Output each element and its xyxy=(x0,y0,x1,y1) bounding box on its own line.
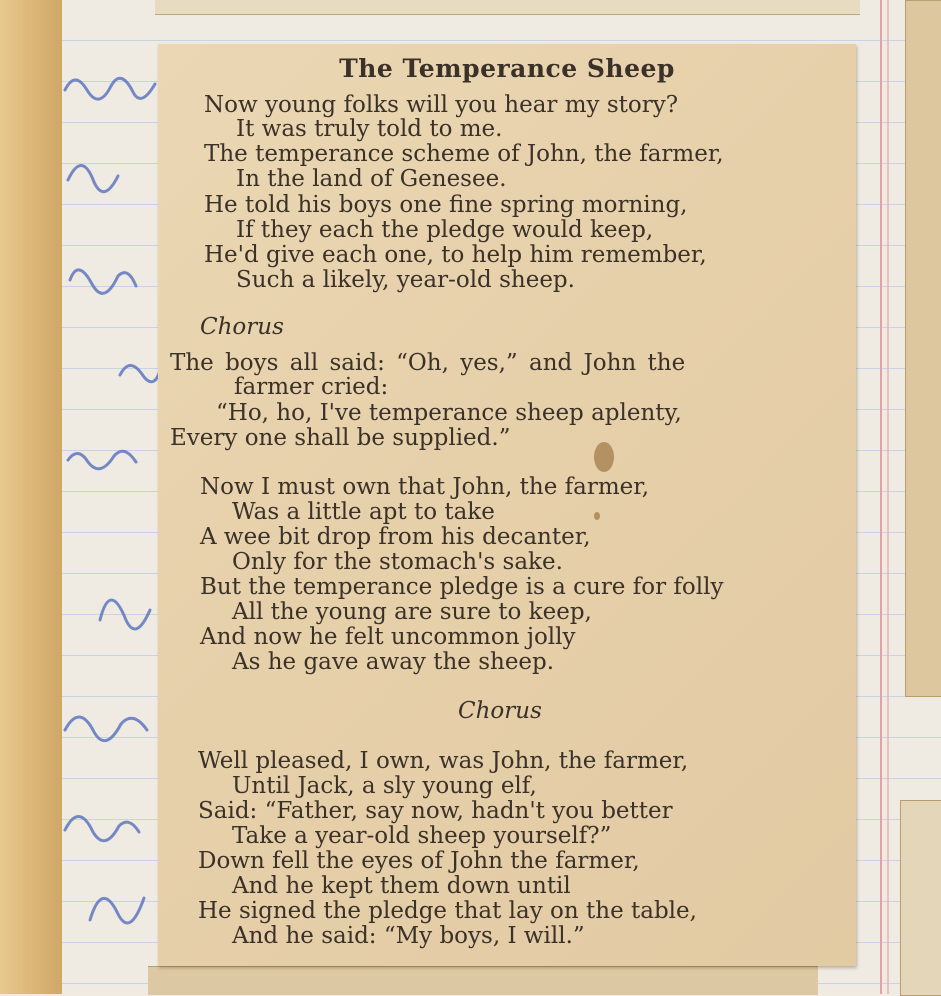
verse-line: Now young folks will you hear my story? xyxy=(204,92,679,118)
verse-line: It was truly told to me. xyxy=(236,116,503,142)
chorus-line: The boys all said: “Oh, yes,” and John the xyxy=(170,350,686,376)
verse-line: As he gave away the sheep. xyxy=(232,649,555,675)
verse-line: Now I must own that John, the farmer, xyxy=(200,474,650,500)
verse-line: And he said: “My boys, I will.” xyxy=(232,923,585,949)
verse-line: The temperance scheme of John, the farmer, xyxy=(204,141,724,167)
verse-line: He told his boys one fine spring morning, xyxy=(204,192,688,218)
right-clipping-fragment xyxy=(900,800,941,996)
chorus-line: farmer cried: xyxy=(234,374,389,400)
verse-line: Said: “Father, say now, hadn't you better xyxy=(198,798,673,824)
chorus-label: Chorus xyxy=(458,698,542,724)
verse-line: He'd give each one, to help him remember, xyxy=(204,242,707,268)
verse-line: A wee bit drop from his decanter, xyxy=(200,524,591,550)
margin-line xyxy=(880,0,882,994)
verse-line: Such a likely, year-old sheep. xyxy=(236,267,575,293)
verse-line: And now he felt uncommon jolly xyxy=(200,624,576,650)
chorus-line: “Ho, ho, I've temperance sheep aplenty, xyxy=(216,400,682,426)
newspaper-clipping xyxy=(158,44,856,966)
verse-line: He signed the pledge that lay on the table, xyxy=(198,898,697,924)
bottom-clipping-fragment xyxy=(148,966,818,995)
right-clipping-fragment xyxy=(905,0,941,697)
stain-mark xyxy=(594,442,614,472)
verse-line: All the young are sure to keep, xyxy=(232,599,592,625)
verse-line: If they each the pledge would keep, xyxy=(236,217,654,243)
stain-mark xyxy=(594,512,600,520)
verse-line: Was a little apt to take xyxy=(232,499,495,525)
verse-line: But the temperance pledge is a cure for folly xyxy=(200,574,724,600)
verse-line: Until Jack, a sly young elf, xyxy=(232,773,537,799)
chorus-label: Chorus xyxy=(200,314,284,340)
left-paper-strip xyxy=(0,0,62,994)
margin-line xyxy=(887,0,889,994)
poem-title: The Temperance Sheep xyxy=(339,54,675,83)
verse-line: Well pleased, I own, was John, the farmer, xyxy=(198,748,689,774)
verse-line: Down fell the eyes of John the farmer, xyxy=(198,848,640,874)
chorus-line: Every one shall be supplied.” xyxy=(170,425,511,451)
handwriting-marks xyxy=(60,40,160,960)
top-clipping-fragment xyxy=(155,0,860,15)
verse-line: In the land of Genesee. xyxy=(236,166,507,192)
verse-line: And he kept them down until xyxy=(232,873,571,899)
verse-line: Take a year-old sheep yourself?” xyxy=(232,823,612,849)
verse-line: Only for the stomach's sake. xyxy=(232,549,563,575)
